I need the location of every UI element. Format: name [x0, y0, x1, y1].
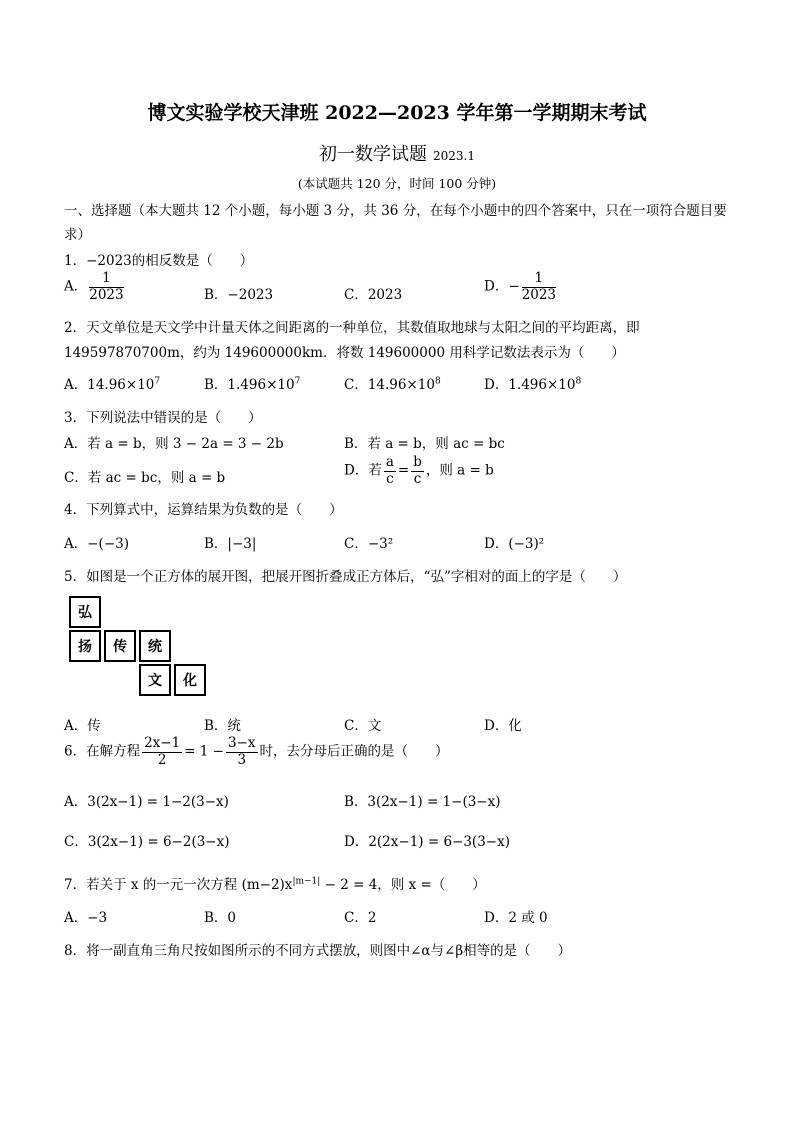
q7-option-b: B．0: [204, 910, 237, 926]
q6-f1-den: 2: [157, 751, 167, 768]
q1-a-label: A．: [64, 278, 88, 295]
q3-option-b: B．若 a = b，则 ac = bc: [344, 436, 505, 452]
q4-stem: 4．下列算式中，运算结果为负数的是（ ）: [64, 502, 343, 518]
q7-option-c: C．2: [344, 910, 377, 926]
q3-d-d2: c: [413, 470, 422, 487]
exam-subtitle: [0, 140, 794, 166]
section-heading: [64, 199, 744, 247]
q1-option-b: B．−2023: [204, 287, 274, 303]
subtitle-text: 初一数学试题: [319, 144, 427, 165]
net-cell-tong: 统: [139, 630, 171, 662]
q4-option-a: A．−(−3): [64, 536, 129, 552]
q2-option-c: [344, 373, 441, 393]
q5-stem: 5．如图是一个正方体的展开图，把展开图折叠成正方体后，“弘”字相对的面上的字是（ ）: [64, 569, 627, 585]
q3-option-a: A．若 a = b，则 3 − 2a = 3 − 2b: [64, 436, 284, 452]
q7-option-a: A．−3: [64, 910, 108, 926]
q1-option-a: [64, 272, 126, 302]
q6-f2-den: 3: [237, 751, 247, 768]
q7-option-d: D．2 或 0: [484, 910, 548, 926]
q6-option-c: C．3(2x−1) = 6−2(3−x): [64, 834, 230, 850]
exam-date: 2023.1: [433, 149, 475, 163]
q2-stem-line-2: 149597870700m，约为 149600000km．将数 149600000 用科学记数法表示为（ ）: [64, 345, 625, 361]
q3-d-n2: b: [413, 454, 422, 470]
q5-option-b: B．统: [204, 718, 241, 734]
net-cell-chuan: 传: [104, 630, 136, 662]
q5-option-a: A．传: [64, 718, 101, 734]
q1-a-num: 1: [89, 272, 123, 288]
q1-a-den: 2023: [89, 286, 124, 303]
net-cell-hong: 弘: [69, 596, 101, 628]
net-cell-hua: 化: [174, 664, 206, 696]
q7-stem-pre: 7．若关于 x 的一元一次方程 (m−2)x: [64, 877, 293, 893]
q6-option-d: D．2(2x−1) = 6−3(3−x): [344, 834, 510, 850]
q6-frac-1: [142, 737, 182, 767]
q6-mid: = 1 −: [184, 743, 224, 760]
q1-d-fraction: [522, 272, 556, 302]
q1-d-num: 1: [522, 272, 556, 288]
q5-option-d: D．化: [484, 718, 522, 734]
q2-c-text: C．14.96×10: [344, 377, 435, 393]
q1-a-fraction: [89, 272, 123, 302]
q3-d-d1: c: [386, 470, 394, 487]
net-cell-yang: 扬: [69, 630, 101, 662]
q3-stem: 3．下列说法中错误的是（ ）: [64, 410, 262, 426]
q2-option-b: [204, 373, 300, 393]
q2-option-d: [484, 373, 581, 393]
q6-f1-num: 2x−1: [144, 735, 181, 751]
q2-b-exp: 7: [294, 376, 301, 387]
q3-d-n1: a: [385, 454, 394, 470]
net-cell-wen: 文: [139, 664, 171, 696]
q4-option-b: B．|−3|: [204, 536, 257, 552]
q6-stem-pre: 6．在解方程: [64, 743, 141, 760]
q1-option-c: C．2023: [344, 287, 403, 303]
q6-option-b: B．3(2x−1) = 1−(3−x): [344, 794, 501, 810]
q1-option-d: [484, 272, 558, 302]
q7-stem: [64, 873, 486, 893]
q1-d-den: 2023: [521, 286, 556, 303]
q7-exponent: |m−1|: [292, 876, 321, 887]
section-line-2: 求）: [64, 227, 91, 243]
q2-c-exp: 8: [434, 376, 441, 387]
q2-d-text: D．1.496×10: [484, 377, 576, 393]
q1-d-label: D．−: [484, 278, 520, 295]
q2-a-exp: 7: [154, 376, 161, 387]
q2-a-text: A．14.96×10: [64, 377, 155, 393]
q3-d-label: D．若: [344, 462, 382, 479]
q6-stem: [64, 737, 449, 767]
q4-option-d: D．(−3)²: [484, 536, 545, 552]
q6-option-a: A．3(2x−1) = 1−2(3−x): [64, 794, 229, 810]
q2-option-a: [64, 373, 160, 393]
q6-stem-post: 时，去分母后正确的是（ ）: [259, 743, 449, 760]
q8-stem: 8．将一副直角三角尺按如图所示的不同方式摆放，则图中∠α与∠β相等的是（ ）: [64, 943, 572, 959]
q3-d-frac-1: [384, 456, 396, 486]
q6-f2-num: 3−x: [228, 735, 256, 751]
q3-option-c: C．若 ac = bc，则 a = b: [64, 470, 226, 486]
q6-frac-2: [226, 737, 258, 767]
q3-d-eq: =: [397, 462, 410, 479]
exam-title: 博文实验学校天津班 2022—2023 学年第一学期期末考试: [147, 102, 647, 124]
section-line-1: 一、选择题（本大题共 12 个小题，每小题 3 分，共 36 分，在每个小题中的四个答案中，只在一项符合题目要: [64, 203, 727, 219]
q3-d-tail: ，则 a = b: [425, 462, 494, 479]
exam-note: (本试题共 120 分，时间 100 分钟): [297, 176, 497, 191]
q2-b-text: B．1.496×10: [204, 377, 295, 393]
q3-d-frac-2: [411, 456, 424, 486]
cube-net-figure: [67, 594, 211, 700]
q1-stem: 1．−2023的相反数是（ ）: [64, 253, 254, 269]
q4-option-c: C．−3²: [344, 536, 394, 552]
q2-d-exp: 8: [575, 376, 582, 387]
q2-stem-line-1: 2．天文单位是天文学中计量天体之间距离的一种单位，其数值取地球与太阳之间的平均距离，即: [64, 320, 640, 336]
q7-stem-post: − 2 = 4，则 x =（ ）: [320, 877, 486, 893]
q3-option-d: [344, 456, 494, 486]
q5-option-c: C．文: [344, 718, 382, 734]
